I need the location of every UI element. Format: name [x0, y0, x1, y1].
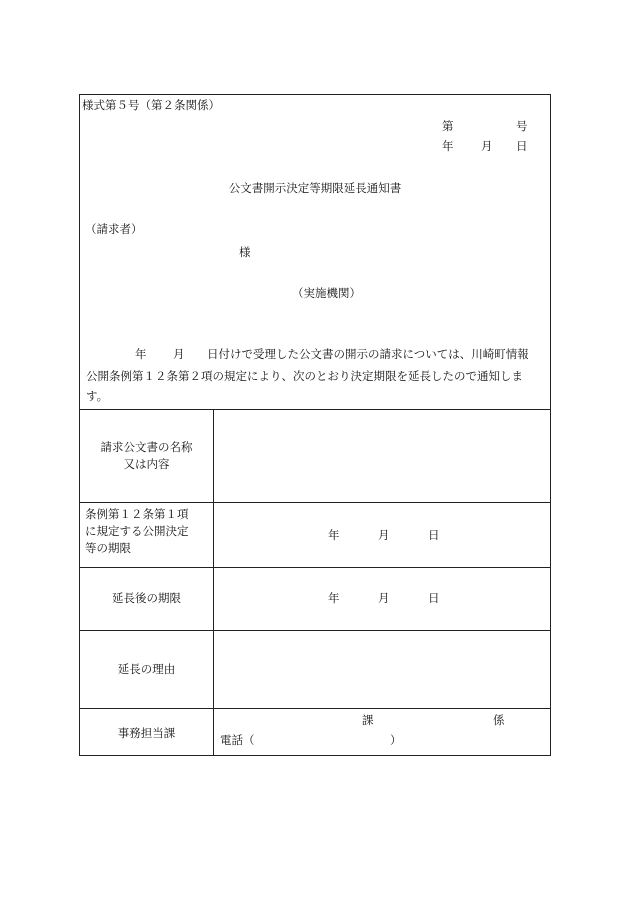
row-divider-2 [80, 567, 550, 568]
body-month: 月 [173, 347, 185, 361]
contact-phone-close: ） [390, 733, 402, 747]
body-line2: 公開条例第１２条第２項の規定により、次のとおり決定期限を延長したので通知しま [86, 369, 523, 383]
label-extended-deadline: 延長後の期限 [112, 591, 181, 605]
label-original-deadline: 条例第１２条第１項 に規定する公開決定 等の期限 [85, 507, 189, 555]
honorific-sama: 様 [239, 245, 251, 259]
original-deadline-month: 月 [378, 528, 390, 542]
contact-ka: 課 [362, 713, 374, 727]
date-day: 日 [516, 139, 528, 153]
requester-label: （請求者） [85, 222, 143, 236]
document-title: 公文書開示決定等期限延長通知書 [228, 181, 402, 195]
body-line1: 日付けで受理した公文書の開示の請求については、川崎町情報 [207, 347, 529, 361]
date-month: 月 [481, 139, 493, 153]
original-deadline-year: 年 [328, 528, 340, 542]
agency-label: （実施機関） [292, 286, 361, 300]
extended-deadline-day: 日 [428, 591, 440, 605]
original-deadline-day: 日 [428, 528, 440, 542]
contact-phone-label: 電話（ [220, 733, 255, 747]
column-divider [213, 409, 214, 755]
doc-number-go: 号 [516, 119, 528, 133]
row-divider-3 [80, 630, 550, 631]
label-requested-document: 請求公文書の名称 又は内容 [100, 440, 193, 471]
form-number: 様式第５号（第２条関係） [82, 98, 220, 112]
doc-number-dai: 第 [442, 119, 454, 133]
body-year: 年 [135, 347, 147, 361]
contact-kakari: 係 [493, 713, 505, 727]
label-reason: 延長の理由 [117, 662, 176, 676]
body-line3: す。 [86, 389, 109, 403]
table-top-border [80, 409, 550, 410]
extended-deadline-year: 年 [328, 591, 340, 605]
row-divider-4 [80, 708, 550, 709]
date-year: 年 [442, 139, 454, 153]
extended-deadline-month: 月 [378, 591, 390, 605]
row-divider-1 [80, 502, 550, 503]
label-contact-section: 事務担当課 [117, 726, 176, 740]
notice-form [79, 94, 551, 756]
